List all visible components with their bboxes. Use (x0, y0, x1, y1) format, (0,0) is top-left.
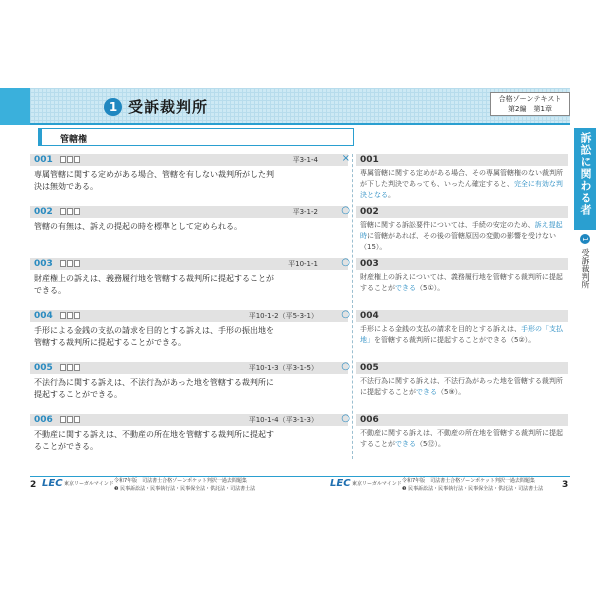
question-text: 財産権上の訴えは、義務履行地を管轄する裁判所に提起することができる。 (34, 274, 274, 295)
exam-reference: 平3-1-4 (292, 156, 318, 164)
exam-reference: 平10-1-4（平3-1-3） (248, 416, 318, 424)
publisher-logo-left: LEC (42, 478, 63, 489)
check-box[interactable] (67, 364, 73, 371)
answer-header (356, 154, 568, 166)
side-sub-number: 1 (580, 234, 590, 244)
check-box[interactable] (60, 208, 66, 215)
answer-number: 001 (360, 155, 379, 165)
answer-text-post: を管轄する裁判所に提起することができる（5②）。 (374, 336, 536, 344)
question-header (30, 206, 348, 218)
answer-highlight: できる (395, 284, 416, 292)
answer-text-post: （5⑫）。 (416, 440, 445, 448)
side-subtitle (578, 234, 592, 289)
question-number: 001 (34, 155, 53, 165)
header-left-block (0, 88, 30, 125)
side-tab-title: 訴訟に関わる者 (579, 132, 592, 216)
check-box[interactable] (60, 364, 66, 371)
book-title-left: 令和7年版 司法書士合格ゾーンポケット判択一過去問題集 (114, 478, 247, 484)
question-number: 002 (34, 207, 53, 217)
exam-reference: 平10-1-2（平5-3-1） (248, 312, 318, 320)
answer-explanation (360, 376, 566, 398)
answer-header (356, 362, 568, 374)
answer-text-post: （5①）。 (416, 284, 445, 292)
chapter-title (104, 96, 208, 117)
answer-highlight: できる (395, 440, 416, 448)
book-subtitle-right: ❸ 民事訴訟法・民事執行法・民事保全法・供託法・司法書士法 (402, 486, 544, 492)
answer-mark: ○ (341, 361, 350, 372)
check-boxes[interactable] (60, 260, 80, 267)
question-header (30, 154, 348, 166)
question-number: 005 (34, 363, 53, 373)
question-text: 管轄の有無は、訴えの提起の時を標準として定められる。 (34, 222, 242, 231)
column-divider (352, 154, 353, 459)
check-box[interactable] (67, 156, 73, 163)
answer-text-pre: 不動産に関する訴えは、不動産の所在地を管轄する裁判所に提起することが (360, 429, 563, 448)
side-tab (574, 128, 596, 230)
answer-text-pre: 専属管轄に関する定めがある場合、その専属管轄権のない裁判所が下した判決であっても、いったん確定すると、 (360, 169, 563, 188)
check-box[interactable] (74, 260, 80, 267)
side-sub-title: 受訴裁判所 (581, 248, 590, 289)
book-label-line2: 第2編 第1章 (508, 105, 552, 113)
answer-explanation (360, 428, 566, 450)
question-header (30, 414, 348, 426)
check-boxes[interactable] (60, 312, 80, 319)
check-box[interactable] (67, 312, 73, 319)
answer-number: 005 (360, 363, 379, 373)
check-box[interactable] (74, 416, 80, 423)
exam-reference: 平3-1-2 (292, 208, 318, 216)
publisher-logo-right: LEC (330, 478, 351, 489)
check-box[interactable] (60, 312, 66, 319)
check-box[interactable] (74, 312, 80, 319)
section-header (38, 128, 354, 146)
answer-text-post: （5⑨）。 (437, 388, 466, 396)
chapter-title-text: 受訴裁判所 (128, 98, 209, 116)
answer-text-pre: 財産権上の訴えについては、義務履行地を管轄する裁判所に提起することが (360, 273, 563, 292)
book-title-right: 令和7年版 司法書士合格ゾーンポケット判択一過去問題集 (402, 478, 535, 484)
question-header (30, 362, 348, 374)
footer-rule (30, 476, 570, 477)
check-box[interactable] (60, 156, 66, 163)
question-text: 不法行為に関する訴えは、不法行為があった地を管轄する裁判所に提起することができる。 (34, 378, 274, 399)
check-box[interactable] (74, 156, 80, 163)
answer-header (356, 310, 568, 322)
answer-explanation (360, 168, 566, 201)
answer-mark: × (341, 153, 350, 164)
answer-text-pre: 手形による金銭の支払の請求を目的とする訴えは、 (360, 325, 521, 333)
exam-reference: 平10-1-1 (288, 260, 318, 268)
answer-header (356, 206, 568, 218)
answer-mark: ○ (341, 205, 350, 216)
answer-header (356, 414, 568, 426)
answer-number: 004 (360, 311, 379, 321)
page-number-right: 3 (562, 480, 569, 490)
publisher-name-left: 東京リーガルマインド (64, 481, 114, 487)
answer-highlight: 訴え提起時 (360, 221, 563, 240)
check-box[interactable] (60, 260, 66, 267)
check-box[interactable] (74, 364, 80, 371)
check-boxes[interactable] (60, 416, 80, 423)
answer-text-post: に管轄があれば、その後の管轄原因の変動の影響を受けない（15）。 (360, 232, 556, 251)
answer-explanation (360, 272, 566, 294)
page-spread (30, 88, 592, 498)
book-subtitle-left: ❸ 民事訴訟法・民事執行法・民事保全法・供託法・司法書士法 (114, 486, 256, 492)
book-reference-label (490, 92, 570, 116)
answer-highlight: 手形の「支払地」 (360, 325, 563, 344)
answer-mark: ○ (341, 309, 350, 320)
answer-number: 003 (360, 259, 379, 269)
answer-mark: ○ (341, 257, 350, 268)
question-header (30, 310, 348, 322)
chapter-number-badge: 1 (104, 98, 122, 116)
answer-highlight: できる (416, 388, 437, 396)
footer (30, 476, 570, 498)
check-box[interactable] (60, 416, 66, 423)
answer-header (356, 258, 568, 270)
header-band (30, 88, 570, 125)
page-number-left: 2 (30, 480, 37, 490)
check-boxes[interactable] (60, 208, 80, 215)
answer-text-pre: 不法行為に関する訴えは、不法行為があった地を管轄する裁判所に提起することが (360, 377, 563, 396)
answer-highlight: 完全に有効な判決となる (360, 180, 563, 199)
question-number: 003 (34, 259, 53, 269)
answer-explanation (360, 324, 566, 346)
question-number: 006 (34, 415, 53, 425)
check-boxes[interactable] (60, 364, 80, 371)
book-label-line1: 合格ゾーンテキスト (498, 95, 562, 103)
answer-text-pre: 管轄に関する訴訟要件については、手続の安定のため、 (360, 221, 535, 229)
publisher-name-right: 東京リーガルマインド (352, 481, 402, 487)
check-box[interactable] (74, 208, 80, 215)
question-number: 004 (34, 311, 53, 321)
answer-number: 006 (360, 415, 379, 425)
exam-reference: 平10-1-3（平3-1-5） (248, 364, 318, 372)
check-box[interactable] (67, 416, 73, 423)
question-text: 手形による金銭の支払の請求を目的とする訴えは、手形の振出地を管轄する裁判所に提起することができる。 (34, 326, 274, 347)
answer-number: 002 (360, 207, 379, 217)
answer-explanation (360, 220, 566, 253)
check-box[interactable] (67, 260, 73, 267)
check-box[interactable] (67, 208, 73, 215)
answer-mark: ○ (341, 413, 350, 424)
question-text: 専属管轄に関する定めがある場合、管轄を有しない裁判所がした判決は無効である。 (34, 170, 274, 191)
section-label: 管轄権 (60, 135, 88, 145)
answer-text-post: 。 (388, 191, 395, 199)
check-boxes[interactable] (60, 156, 80, 163)
question-header (30, 258, 348, 270)
question-text: 不動産に関する訴えは、不動産の所在地を管轄する裁判所に提起することができる。 (34, 430, 274, 451)
